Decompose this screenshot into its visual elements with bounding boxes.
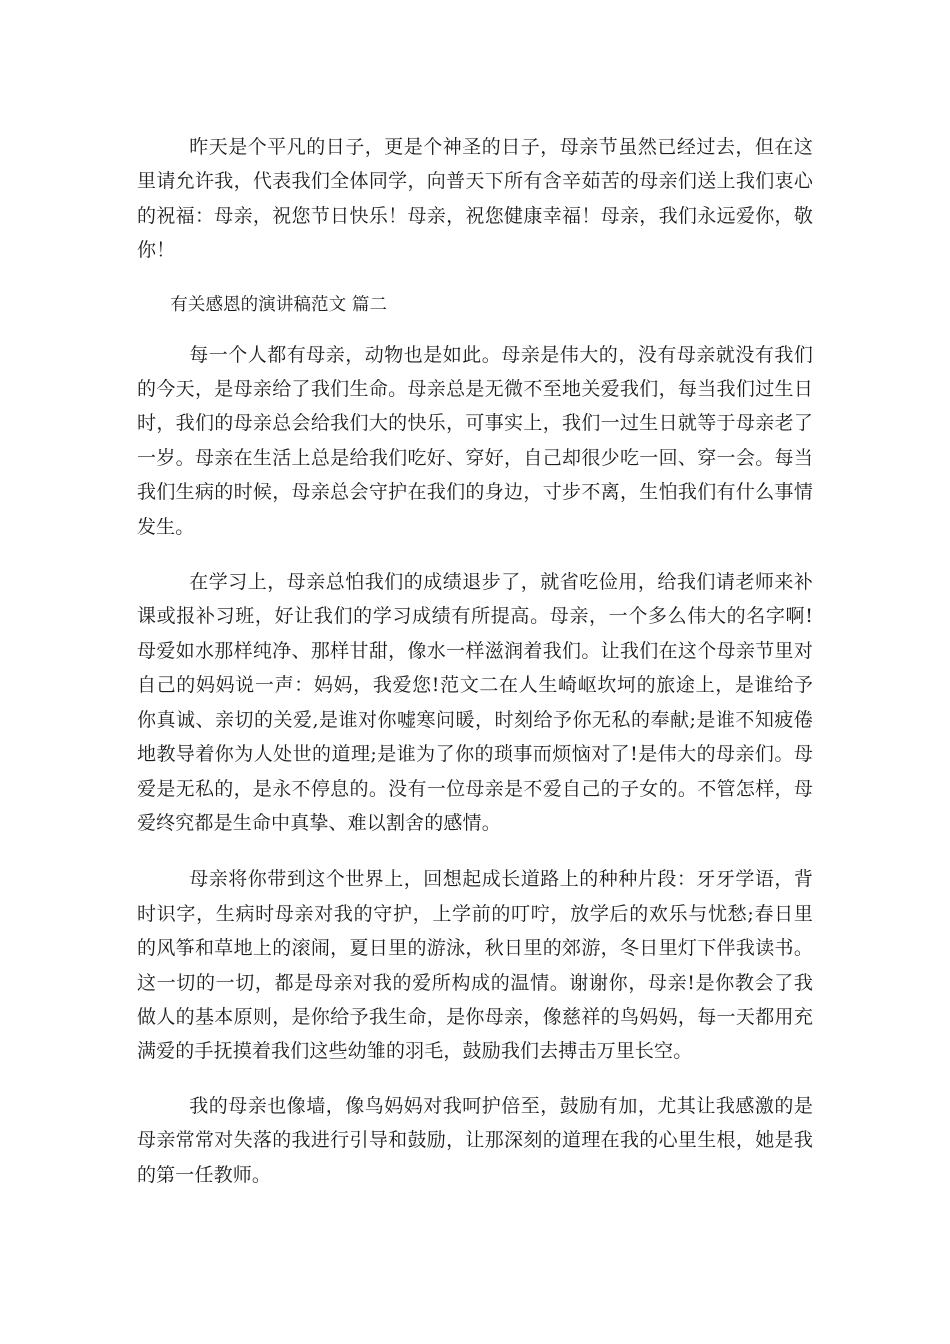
spacer — [137, 1069, 813, 1089]
spacer — [137, 268, 813, 288]
section-heading: 有关感恩的演讲稿范文 篇二 — [170, 294, 388, 315]
paragraph-mothers-day-blessing: 昨天是个平凡的日子，更是个神圣的日子，母亲节虽然已经过去，但在这里请允许我，代表我们全体同学，向普天下所有含辛茹苦的母亲们送上我们衷心的祝福：母亲，祝您节日快乐！母亲，祝您健康幸福！母亲，我们永远爱你，敬你！ — [137, 136, 813, 262]
paragraph-study: 在学习上，母亲总怕我们的成绩退步了，就省吃俭用，给我们请老师来补课或报补习班，好让我们的学习成绩有所提高。母亲，一个多么伟大的名字啊!母爱如水那样纯净、那样甘甜，像水一样滋润着我们。让我们在这个母亲节里对自己的妈妈说一声：妈妈，我爱您!范文二在人生崎岖坎坷的旅途上，是谁给予你真诚、亲切的关爱,是谁对你嘘寒问暖，时刻给予你无私的奉献;是谁不知疲倦地教导着你为人处世的道理;是谁为了你的琐事而烦恼对了!是伟大的母亲们。母爱是无私的，是永不停息的。没有一位母亲是不爱自己的子女的。不管怎样，母爱终究都是生命中真挚、难以割舍的感情。 — [137, 571, 813, 834]
spacer — [137, 544, 813, 565]
paragraph-first-teacher: 我的母亲也像墙，像鸟妈妈对我呵护倍至，鼓励有加，尤其让我感激的是母亲常常对失落的我进行引导和鼓励，让那深刻的道理在我的心里生根，她是我的第一任教师。 — [137, 1094, 813, 1186]
paragraph-everyone-has-mother: 每一个人都有母亲，动物也是如此。母亲是伟大的，没有母亲就没有我们的今天，是母亲给了我们生命。母亲总是无微不至地关爱我们，每当我们过生日时，我们的母亲总会给我们大的快乐，可事实上，我们一过生日就等于母亲老了一岁。母亲在生活上总是给我们吃好、穿好，自己却很少吃一回、穿一会。每当我们生病的时候，母亲总会守护在我们的身边，寸步不离，生怕我们有什么事情发生。 — [137, 343, 813, 538]
spacer — [137, 840, 813, 862]
document-body — [137, 130, 813, 1192]
spacer — [137, 322, 813, 338]
paragraph-growing-up: 母亲将你带到这个世界上，回想起成长道路上的种种片段：牙牙学语，背时识字，生病时母亲对我的守护，上学前的叮咛，放学后的欢乐与忧愁;春日里的风筝和草地上的滚闹，夏日里的游泳，秋日里的郊游，冬日里灯下伴我读书。这一切的一切，都是母亲对我的爱所构成的温情。谢谢你，母亲!是你教会了我做人的基本原则，是你给予我生命，是你母亲，像慈祥的鸟妈妈，每一天都用充满爱的手抚摸着我们这些幼雏的羽毛，鼓励我们去搏击万里长空。 — [137, 868, 813, 1063]
